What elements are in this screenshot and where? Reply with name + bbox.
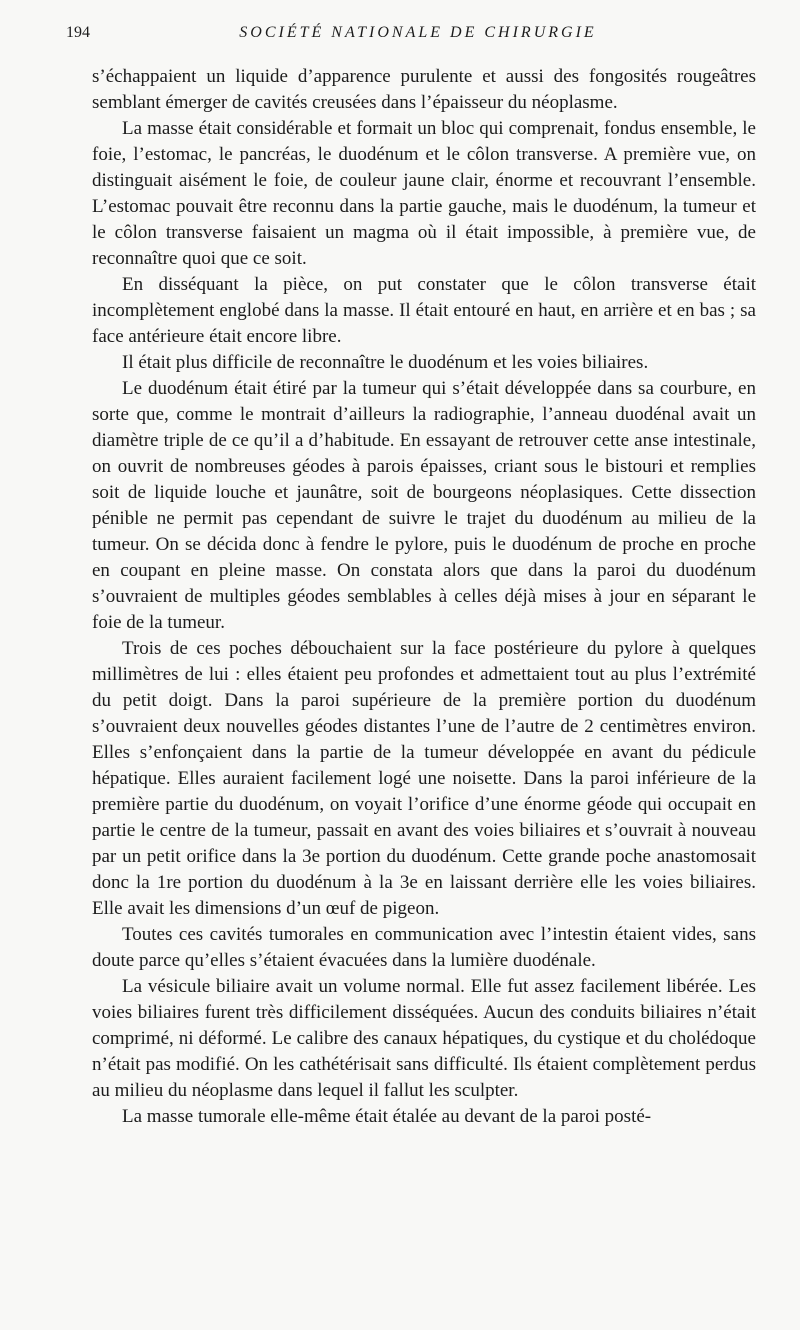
paragraph: La masse était considérable et formait un bloc qui comprenait, fondus ensemble, le foie, l’estomac, le pancréas, le duodénum et le côlon transverse. A première vue, on distinguait aisément le foie, de couleur jaune clair, énorme et recouvrant l’ensemble. L’estomac pouvait être reconnu dans la partie gauche, mais le duodénum, la tumeur et le côlon transverse faisaient un magma où il était impossible, à première vue, de reconnaître quoi que ce soit. bbox=[92, 118, 756, 269]
paragraph: Trois de ces poches débouchaient sur la face postérieure du pylore à quelques millimètres de lui : elles étaient peu profondes et admettaient tout au plus l’extrémité du petit doigt. Dans la paroi supérieure de la première portion du duodénum s’ouvraient deux nouvelles géodes distantes l’une de l’autre de 2 centimètres environ. Elles s’enfonçaient dans la partie de la tumeur développée en avant du pédicule hépatique. Elles auraient facilement logé une noisette. Dans la paroi inférieure de la première partie du duodénum, on voyait l’orifice d’une énorme géode qui occupait en partie le centre de la tumeur, passait en avant des voies biliaires et s’ouvrait à nouveau par un petit orifice dans la 3e portion du duodénum. Cette grande poche anastomosait donc la 1re portion du duodénum à la 3e en laissant derrière elle les voies biliaires. Elle avait les dimensions d’un œuf de pigeon. bbox=[92, 638, 756, 919]
running-title: SOCIÉTÉ NATIONALE DE CHIRURGIE bbox=[239, 24, 597, 41]
paragraph: La masse tumorale elle-même était étalée au devant de la paroi posté- bbox=[122, 1106, 652, 1127]
paragraph: Toutes ces cavités tumorales en communication avec l’intestin étaient vides, sans doute parce qu’elles s’étaient évacuées dans la lumière duodénale. bbox=[92, 924, 756, 971]
page-header bbox=[66, 20, 760, 46]
paragraph: La vésicule biliaire avait un volume normal. Elle fut assez facilement libérée. Les voies biliaires furent très difficilement disséquées. Aucun des conduits biliaires n’était comprimé, ni déformé. Le calibre des canaux hépatiques, du cystique et du cholédoque n’était pas modifié. On les cathétérisait sans difficulté. Ils étaient complètement perdus au milieu du néoplasme dans lequel il fallut les sculpter. bbox=[92, 976, 756, 1101]
page-number: 194 bbox=[66, 24, 90, 41]
paragraph: En disséquant la pièce, on put constater que le côlon transverse était incomplètement englobé dans la masse. Il était entouré en haut, en arrière et en bas ; sa face antérieure était encore libre. bbox=[92, 274, 756, 347]
paragraph: s’échappaient un liquide d’apparence purulente et aussi des fongosités rougeâtres semblant émerger de cavités creusées dans l’épaisseur du néoplasme. bbox=[92, 66, 756, 113]
paragraph: Le duodénum était étiré par la tumeur qui s’était développée dans sa courbure, en sorte que, comme le montrait d’ailleurs la radiographie, l’anneau duodénal avait un diamètre triple de ce qu’il a d’habitude. En essayant de retrouver cette anse intestinale, on ouvrit de nombreuses géodes à parois épaisses, criant sous le bistouri et remplies soit de liquide louche et jaunâtre, soit de bourgeons néoplasiques. Cette dissection pénible ne permit pas cependant de suivre le trajet du duodénum au milieu de la tumeur. On se décida donc à fendre le pylore, puis le duodénum de proche en proche en coupant en pleine masse. On constata alors que dans la paroi du duodénum s’ouvraient de multiples géodes semblables à celles déjà mises à jour en séparant le foie de la tumeur. bbox=[92, 378, 756, 633]
paragraph: Il était plus difficile de reconnaître le duodénum et les voies biliaires. bbox=[122, 352, 649, 373]
article-body bbox=[92, 64, 756, 1130]
